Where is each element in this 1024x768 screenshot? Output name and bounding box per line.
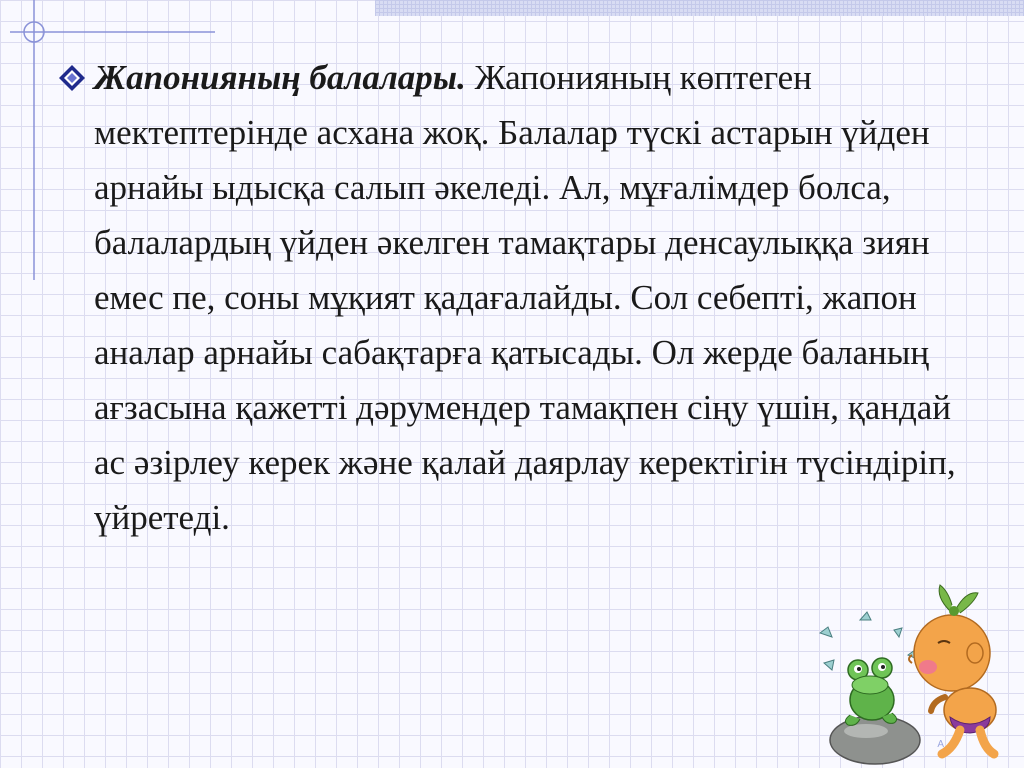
slide-content	[50, 50, 980, 545]
top-pattern-band	[375, 0, 1024, 16]
bullet-paragraph	[50, 50, 980, 545]
paragraph-text: Жапонияның көптеген мектептерінде асхана жоқ. Балалар түскі астарын үйден арнайы ыдысқа салып әкеледі. Ал, мұғалімдер болса, балалардың үйден әкелген тамақтары денсаулыққа зиян емес пе, соны мұқият қадағалайды. Сол себепті, жапон аналар арнайы сабақтарға қатысады. Ол жерде баланың ағзасына қажетті дәрумендер тамақпен сіңу үшін, қандай ас әзірлеу керек және қалай даярлау керектігін түсіндіріп, үйретеді.	[94, 58, 956, 537]
diamond-bullet-icon	[58, 64, 86, 92]
frog-and-kissing-baby-icon	[800, 575, 1024, 768]
paragraph-lead: Жапонияның балалары.	[94, 58, 475, 97]
footer-text: А	[937, 739, 944, 750]
